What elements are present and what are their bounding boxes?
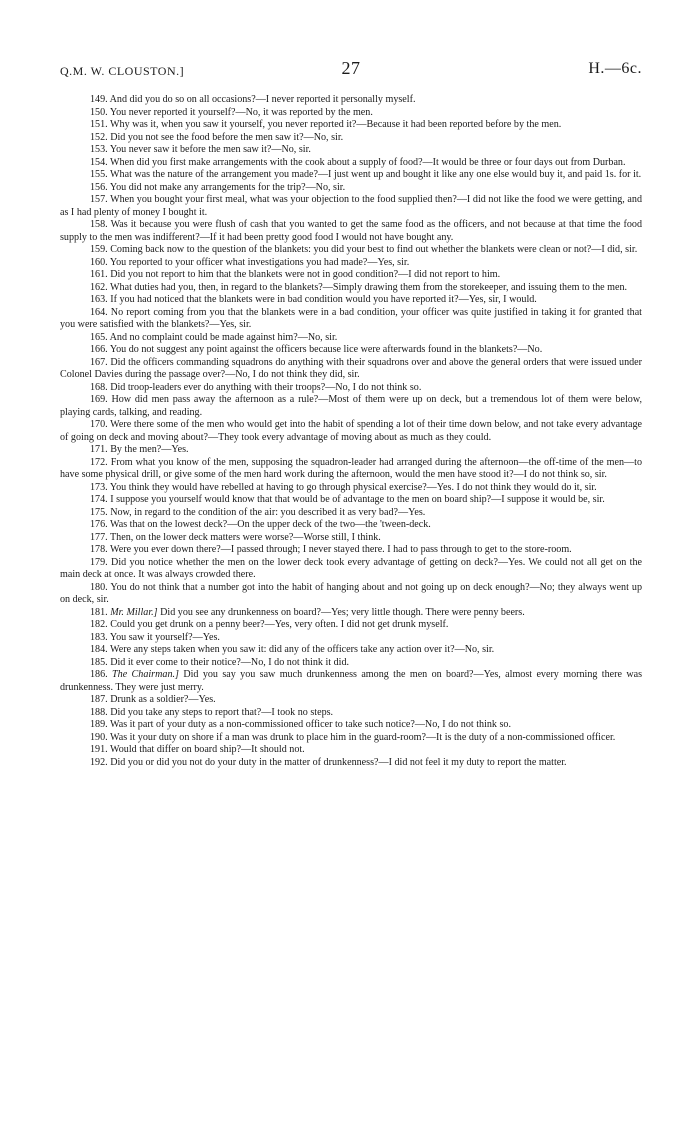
question-number: 175. [90,506,108,518]
question-text: Did it ever come to their notice?—No, I do not think it did. [110,656,350,668]
question-number: 183. [90,631,108,643]
question-text: Did you take any steps to report that?—I took no steps. [110,706,334,718]
question-text: Were you ever down there?—I passed through; I never stayed there. I had to pass through to get to the store-room. [110,544,572,555]
question-number: 162. [90,281,108,293]
question-answer [60,332,642,345]
question-text: What duties had you, then, in regard to the blankets?—Simply drawing them from the storekeeper, and issuing them to the men. [110,281,628,293]
question-answer [60,557,642,582]
question-text: Did the officers commanding squadrons do anything with their squadrons over and above the general orders that were issued under Colonel Davies during the passage over?—No, I do not think they did, sir. [60,356,642,380]
question-text: Were any steps taken when you saw it: did any of the officers take any action over it?—No, sir. [110,644,495,655]
question-text: Was that on the lowest deck?—On the upper deck of the two—the 'tween-deck. [110,519,431,530]
question-answer [60,182,642,195]
question-number: 150. [90,106,108,118]
question-text: When you bought your first meal, what was your objection to the food supplied then?—I did not like the food we were getting, and as I had plenty of money I bought it. [60,194,642,218]
question-text: Now, in regard to the condition of the air: you described it as very bad?—Yes. [110,506,426,518]
question-number: 161. [90,269,108,280]
question-answer [60,132,642,145]
question-text: If you had noticed that the blankets were in bad condition would you have reported it?—Yes, sir, I would. [110,294,537,305]
question-number: 158. [90,219,108,230]
question-text: When did you first make arrangements with the cook about a supply of food?—It would be three or four days out from Durban. [110,156,626,168]
question-answer [60,157,642,170]
question-text: Could you get drunk on a penny beer?—Yes, very often. I did not get drunk myself. [110,619,449,630]
question-number: 153. [90,144,108,155]
question-number: 149. [90,94,108,105]
question-answer [60,219,642,244]
question-answer [60,457,642,482]
question-answer [60,244,642,257]
question-answer [60,744,642,757]
question-text: You think they would have rebelled at having to go through physical exercise?—Yes. I do not think they would do it, sir. [109,481,597,493]
question-answer [60,444,642,457]
question-number: 182. [90,619,108,630]
question-number: 165. [90,331,108,343]
question-answer [60,257,642,270]
question-number: 185. [90,656,108,668]
question-answer [60,657,642,670]
question-number: 189. [90,719,108,730]
question-answer [60,507,642,520]
question-text: I suppose you yourself would know that that would be of advantage to the men on board ship?—I suppose it would be, sir. [110,494,605,505]
question-text: Did you not report to him that the blankets were not in good condition?—I did not report to him. [110,269,501,280]
testimony-body [60,94,642,769]
question-number: 160. [90,256,108,268]
question-answer [60,344,642,357]
page-header [60,58,642,82]
question-number: 187. [90,694,108,705]
question-answer [60,107,642,120]
question-answer [60,719,642,732]
question-number: 164. [90,306,108,318]
question-number: 169. [90,394,108,405]
question-answer [60,707,642,720]
question-answer [60,194,642,219]
question-answer [60,582,642,607]
speaker-label: The Chairman.] [112,669,179,680]
question-answer [60,482,642,495]
question-answer [60,307,642,332]
question-number: 191. [90,744,108,755]
question-text: Was it your duty on shore if a man was drunk to place him in the guard-room?—It is the duty of a non-commissioned officer. [110,731,616,743]
question-number: 163. [90,294,108,305]
question-text: Did you see any drunkenness on board?—Yes; very little though. There were penny beers. [160,606,525,618]
question-number: 176. [90,519,108,530]
question-answer [60,294,642,307]
question-answer [60,607,642,620]
document-page [60,58,642,769]
question-answer [60,644,642,657]
question-text: You saw it yourself?—Yes. [109,631,220,643]
question-answer [60,694,642,707]
question-text: And did you do so on all occasions?—I never reported it personally myself. [109,94,416,105]
question-text: You never reported it yourself?—No, it was reported by the men. [109,106,373,118]
question-answer [60,544,642,557]
question-text: You do not think that a number got into the habit of hanging about and not going up on deck enough?—No; they always went up on deck, sir. [60,581,642,605]
question-number: 181. [90,606,108,618]
question-text: Did you notice whether the men on the lower deck took every advantage of getting on deck?—Yes. We could not all get on the main deck at once. It was always crowded there. [60,556,642,580]
question-text: No report coming from you that the blankets were in a bad condition, your officer was quite justified in taking it for granted that you were satisfied with the blankets?—Yes, sir. [60,306,642,330]
page-number: 27 [341,58,361,78]
question-number: 172. [90,456,108,468]
question-number: 157. [90,194,108,205]
question-text: You reported to your officer what investigations you had made?—Yes, sir. [109,256,410,268]
question-number: 190. [90,731,108,743]
question-text: Drunk as a soldier?—Yes. [110,694,216,705]
question-number: 173. [90,481,108,493]
question-number: 179. [90,556,108,568]
question-answer [60,94,642,107]
question-text: Did you say you saw much drunkenness among the men on board?—Yes, almost every morning there was drunkenness. They were just merry. [60,669,643,693]
question-answer [60,144,642,157]
question-text: Did troop-leaders ever do anything with their troops?—No, I do not think so. [110,381,422,393]
question-text: You never saw it before the men saw it?—No, sir. [109,144,311,155]
question-number: 159. [90,244,108,255]
question-number: 180. [90,581,108,593]
question-text: And no complaint could be made against him?—No, sir. [109,331,338,343]
question-text: Did you not see the food before the men saw it?—No, sir. [110,131,344,143]
question-answer [60,119,642,132]
question-answer [60,632,642,645]
question-answer [60,532,642,545]
question-answer [60,394,642,419]
question-text: What was the nature of the arrangement you made?—I just went up and bought it like any one else would buy it, and paid 1s. for it. [110,169,642,180]
question-text: Was it because you were flush of cash that you wanted to get the same food as the officers, and not because at that time the food supply to the men was indifferent?—If it had been pretty good food I would not have bought any. [60,219,642,243]
question-answer [60,169,642,182]
question-answer [60,357,642,382]
question-number: 178. [90,544,108,555]
question-number: 174. [90,494,108,505]
question-text: How did men pass away the afternoon as a rule?—Most of them were up on deck, but a tremendous lot of them were below, playing cards, talking, and reading. [60,394,642,418]
question-number: 156. [90,181,108,193]
question-text: Then, on the lower deck matters were worse?—Worse still, I think. [110,531,381,543]
question-text: From what you know of the men, supposing the squadron-leader had arranged during the afternoon—the off-time of the men—to have some physical drill, or give some of the men hard work during the afternoon, would the men have stood it?—I do not think so, sir. [60,456,643,480]
question-answer [60,619,642,632]
speaker-label: Mr. Millar.] [110,606,158,618]
question-number: 151. [90,119,108,130]
question-text: Why was it, when you saw it yourself, you never reported it?—Because it had been reported before by the men. [110,119,562,130]
question-number: 154. [90,156,108,168]
question-answer [60,669,642,694]
question-text: Were there some of the men who would get into the habit of spending a lot of their time down below, and not take every advantage of going on deck and moving about?—They took every advantage of moving about as much as they could. [60,419,642,443]
question-answer [60,282,642,295]
question-text: You did not make any arrangements for the trip?—No, sir. [109,181,346,193]
question-text: Was it part of your duty as a non-commissioned officer to take such notice?—No, I do not think so. [110,719,512,730]
question-number: 152. [90,131,108,143]
question-text: You do not suggest any point against the officers because lice were afterwards found in the blankets?—No. [109,344,543,355]
question-number: 192. [90,756,108,768]
question-answer [60,269,642,282]
question-number: 188. [90,706,108,718]
question-number: 186. [90,669,108,680]
question-answer [60,519,642,532]
question-answer [60,732,642,745]
question-text: Coming back now to the question of the blankets: you did your best to find out whether the blankets were clean or not?—I did, sir. [110,244,638,255]
question-number: 155. [90,169,108,180]
question-text: Would that differ on board ship?—It should not. [110,744,305,755]
question-number: 177. [90,531,108,543]
question-answer [60,757,642,770]
question-number: 168. [90,381,108,393]
question-answer [60,419,642,444]
question-answer [60,494,642,507]
question-number: 170. [90,419,108,430]
question-text: By the men?—Yes. [110,444,189,455]
question-number: 171. [90,444,108,455]
question-number: 167. [90,356,108,368]
document-reference: H.—6c. [588,60,642,77]
witness-name: Q.M. W. CLOUSTON.] [60,64,185,78]
question-number: 166. [90,344,108,355]
question-text: Did you or did you not do your duty in the matter of drunkenness?—I did not feel it my duty to report the matter. [110,756,567,768]
question-number: 184. [90,644,108,655]
question-answer [60,382,642,395]
